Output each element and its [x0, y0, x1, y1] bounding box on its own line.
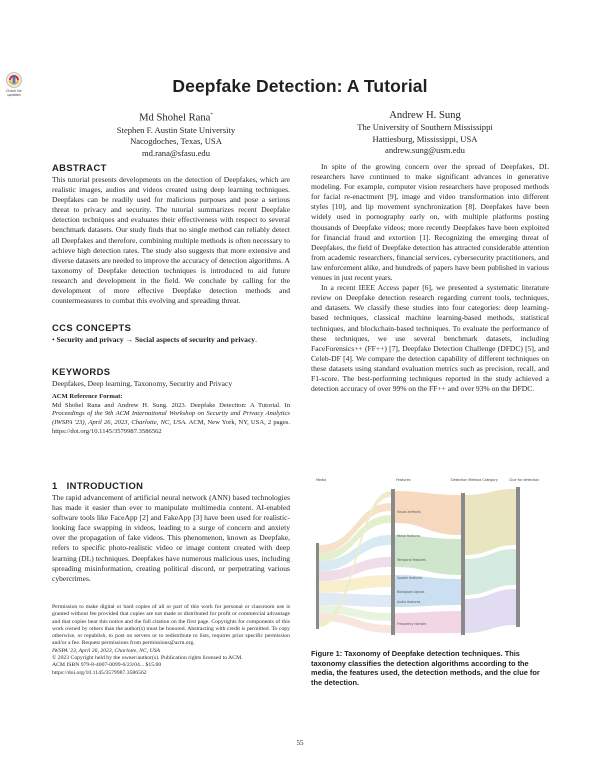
author-location: Hattiesburg, Mississippi, USA [372, 133, 478, 144]
sankey-flows-right [465, 489, 516, 633]
author-name: Andrew H. Sung [389, 110, 461, 121]
permission-notice: Permission to make digital or hard copies of all or part of this work for personal or classroom use is granted without fee provided that copies are not made or distributed for profit or commercial advantage and that copies bear this notice and the full citation on the first page. Copyrights for components of this work owned by others than the author(s) must be honored. Abstracting with credit is permitted. To copy otherwise, or republish, to post on servers or to redistribute to lists, requires prior specific permission and/or a fee. Request permissions from permissions@acm.org. [52, 604, 290, 647]
introduction-text: The rapid advancement of artificial neural network (ANN) based technologies has made it easier than ever to manipulate multimedia content. AI-enabled software tools like FaceApp [2] and FakeApp [3] have been used for realistic-looking face swapping in videos, leading to a surge of concern and anxiety over the propagation of fake videos. This phenomenon, known as Deepfake, refers to specific photo-realistic video or image content created with deep learning (DL) techniques. Deepfakes have numerous malicious uses, including spreading misinformation, creating political discord, or perpetrating various cybercrimes. [52, 493, 290, 583]
column-header-method: Detection Method Category [451, 478, 498, 482]
svg-text:Biological signals: Biological signals [397, 590, 425, 594]
right-column-text [311, 162, 549, 394]
author-affiliation: Stephen F. Austin State University [116, 124, 236, 135]
ccs-heading: CCS CONCEPTS [52, 322, 132, 333]
paragraph-2: In a recent IEEE Access paper [6], we presented a systematic literature review on Deepfake detection research regarding current tools, techniques, and datasets. We classify these studies into four categories: deep learning-based techniques, classical machine learning-based methods, statistical techniques, and blockchain-based techniques. To evaluate the performance of these techniques, we use several benchmark datasets, including FaceForensics++ (FF++) [7], Deepfake Detection Challenge (DFDC) [5], and Celeb-DF [4]. We compare the detection capability of different techniques on these datasets using standard evaluation metrics such as precision, recall, and F1-score. The best-performing techniques reported in the study achieved a detection accuracy of over 99% on the FF++ and over 93% on the DFDC. [311, 283, 549, 394]
doi-line[interactable]: https://doi.org/10.1145/3579987.3586562 [52, 669, 147, 676]
column-header-media: Media [316, 478, 327, 482]
ccs-concepts: • Security and privacy → Social aspects of security and privacy. [52, 335, 257, 344]
author-email[interactable]: md.rana@sfasu.edu [141, 147, 211, 158]
abstract-heading: ABSTRACT [52, 162, 107, 173]
figure-caption: Figure 1: Taxonomy of Deepfake detection techniques. This taxonomy classifies the detection algorithms according to the media, the features used, the detection methods, and the clue for the detection. [311, 649, 540, 687]
svg-text:Visual artifacts: Visual artifacts [397, 510, 421, 514]
footnote-block [52, 604, 290, 676]
copyright-line: © 2023 Copyright held by the owner/author(s). Publication rights licensed to ACM. [52, 655, 243, 662]
keywords-heading: KEYWORDS [52, 366, 111, 377]
svg-text:Audio features: Audio features [397, 600, 421, 604]
paper-title: Deepfake Detection: A Tutorial [172, 76, 428, 96]
abstract-text: This tutorial presents developments on the detection of Deepfakes, which are realistic images, audios and videos created using deep learning techniques. Deepfakes can be readily used for malicious purposes and pose a serious threat to privacy and security. The tutorial summarizes recent Deepfake detection techniques and evaluates their effectiveness with respect to several benchmark datasets. Our study finds that no single method can reliably detect all Deepfakes and therefore, combining multiple methods is often necessary to achieve high detection rates. The study also suggests that more extensive and diverse datasets are needed to improve the accuracy of detection algorithms. A taxonomy of Deepfake detection techniques is introduced to aid future research and development in the field. We conclude by calling for the development of more effective Deepfake detection methods and countermeasures to combat this evolving and spreading threat. [52, 175, 290, 306]
author-location: Nacogdoches, Texas, USA [130, 136, 222, 147]
svg-text:Temporal features: Temporal features [397, 558, 426, 562]
introduction-heading: 1 INTRODUCTION [52, 480, 144, 491]
acm-reference-heading: ACM Reference Format: [52, 393, 123, 400]
author-name: Md Shohel Rana* [139, 112, 213, 124]
svg-text:Spatial features: Spatial features [397, 576, 423, 580]
sankey-flows-left [319, 491, 391, 633]
author-email[interactable]: andrew.sung@usm.edu [385, 145, 465, 155]
column-header-clue: Clue for detection [509, 478, 540, 482]
author-block-1 [91, 109, 261, 159]
isbn-line: ACM ISBN 979-8-4007-0099-6/23/04... $15.00 [52, 662, 162, 669]
check-for-updates-label: Check for updates [6, 89, 22, 97]
taxonomy-sankey-diagram [311, 475, 549, 643]
column-header-features: Features [396, 478, 411, 482]
page-number: 55 [296, 739, 304, 747]
author-affiliation: The University of Southern Mississippi [357, 122, 493, 132]
taxonomy-figure [311, 475, 549, 643]
svg-text:Frequency domain: Frequency domain [397, 622, 427, 626]
keywords-text: Deepfakes, Deep learning, Taxonomy, Security and Privacy [52, 379, 233, 388]
conference-line: IWSPA '23, April 26, 2023, Charlotte, NC, USA [52, 647, 161, 654]
author-block-2 [325, 109, 525, 157]
acm-reference: ACM Reference Format: Md Shohel Rana and Andrew H. Sung. 2023. Deepfake Detection: A Tutorial. In Proceedings of the 9th ACM International Workshop on Security and Privacy Analytics (IWSPA '23), April 26, 2023, Charlotte, NC, USA. ACM, New York, NY, USA, 2 pages. https://doi.org/10.1145/3579987.3586562 [52, 393, 290, 435]
paragraph-1: In spite of the growing concern over the spread of Deepfakes, DL researchers have continued to make significant advances in generative modeling. For example, computer vision researchers have proposed methods for facial re-enactment [9], image and video transformation into different styles [10], and lip movement synchronization [8]. Deepfakes have been widely used in pornography early on, with multiple platforms posting thousands of Deepfake videos; more recently Deepfakes have been exploited for financial fraud and extortion [1]. Recognizing the emerging threat of Deepfakes, the field of Deepfake detection has attracted considerable attention from academic researchers, financial services, cybersecurity practitioners, and law enforcement alike, and hundreds of papers have been published in various venues in just recent years. [311, 162, 549, 283]
svg-text:Facial features: Facial features [397, 534, 421, 538]
